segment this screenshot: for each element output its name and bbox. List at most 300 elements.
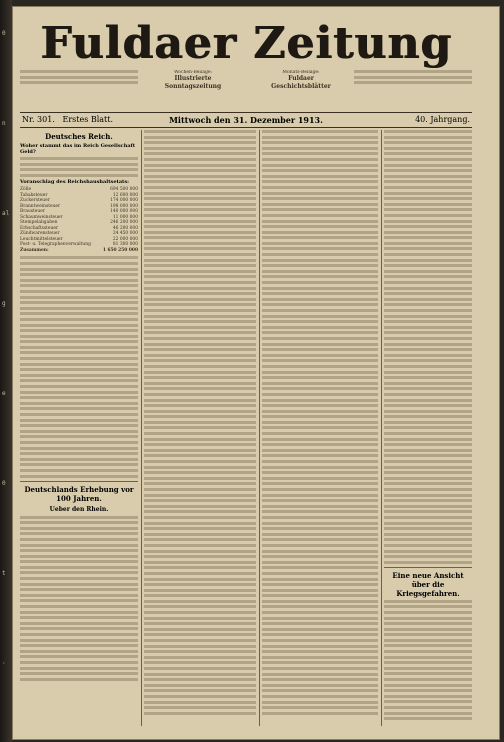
weekly-supplement-name: Illustrierte Sonntagszeitung	[164, 75, 222, 90]
text-line	[262, 343, 378, 346]
text-line	[144, 426, 256, 429]
text-line	[384, 471, 472, 474]
column-4	[384, 130, 472, 726]
text-line	[144, 466, 256, 469]
text-line	[384, 510, 472, 513]
text-line	[384, 141, 472, 144]
text-line	[262, 247, 378, 250]
text-line	[262, 136, 378, 139]
text-line	[262, 158, 378, 161]
text-line	[384, 712, 472, 715]
text-line	[144, 505, 256, 508]
text-line	[262, 572, 378, 575]
text-line	[384, 253, 472, 256]
text-line	[262, 566, 378, 569]
weekly-supplement	[148, 70, 238, 94]
text-line	[384, 208, 472, 211]
text-line	[262, 678, 378, 681]
text-line	[384, 399, 472, 402]
text-line	[144, 242, 256, 245]
text-line	[384, 661, 472, 664]
text-line	[384, 689, 472, 692]
text-line	[144, 158, 256, 161]
budget-item-label: Leuchtmittelsteuer	[20, 236, 63, 242]
text-line	[262, 303, 378, 306]
text-line	[262, 673, 378, 676]
text-line	[262, 270, 378, 273]
text-line	[384, 197, 472, 200]
text-line	[384, 242, 472, 245]
text-line	[262, 510, 378, 513]
text-line	[262, 594, 378, 597]
text-line	[144, 550, 256, 553]
budget-item-value: 246 200 000	[110, 220, 138, 226]
text-line	[262, 264, 378, 267]
text-line	[384, 633, 472, 636]
article-text	[20, 256, 138, 477]
article-text	[144, 130, 256, 715]
text-line	[262, 164, 378, 167]
text-line	[384, 343, 472, 346]
text-line	[144, 443, 256, 446]
text-line	[262, 393, 378, 396]
text-line	[144, 208, 256, 211]
text-line	[262, 242, 378, 245]
text-line	[384, 247, 472, 250]
text-line	[144, 275, 256, 278]
budget-item-value: 140 000 000	[110, 209, 138, 215]
text-line	[144, 432, 256, 435]
text-line	[384, 337, 472, 340]
text-line	[144, 499, 256, 502]
newspaper-title: Fuldaer Zeitung	[40, 18, 452, 69]
text-line	[384, 376, 472, 379]
edge-marks: 0 n al g e 0 t ·	[2, 30, 10, 667]
text-line	[144, 343, 256, 346]
text-line	[384, 136, 472, 139]
text-line	[262, 527, 378, 530]
text-line	[384, 438, 472, 441]
text-line	[262, 488, 378, 491]
text-line	[384, 667, 472, 670]
text-line	[384, 488, 472, 491]
text-line	[144, 639, 256, 642]
text-line	[262, 454, 378, 457]
budget-item-label: Zuckersteuer	[20, 198, 50, 204]
text-line	[384, 130, 472, 133]
text-line	[262, 633, 378, 636]
text-line	[262, 667, 378, 670]
text-line	[144, 605, 256, 608]
budget-item-value: 198 000 000	[110, 203, 138, 209]
text-line	[384, 169, 472, 172]
budget-total-row	[20, 248, 138, 254]
text-line	[144, 259, 256, 262]
text-line	[384, 315, 472, 318]
article-text	[384, 600, 472, 720]
monthly-supplement-label: Monats-Beilage:	[282, 70, 320, 75]
text-line	[384, 522, 472, 525]
budget-item-value: 81 300 000	[112, 242, 138, 248]
text-line	[384, 482, 472, 485]
column-2	[144, 130, 256, 726]
text-line	[144, 315, 256, 318]
text-line	[384, 561, 472, 564]
text-line	[384, 538, 472, 541]
text-line	[144, 186, 256, 189]
text-line	[262, 505, 378, 508]
text-line	[144, 589, 256, 592]
text-line	[262, 320, 378, 323]
text-line	[144, 611, 256, 614]
text-line	[144, 287, 256, 290]
text-line	[384, 387, 472, 390]
text-line	[262, 695, 378, 698]
text-line	[144, 494, 256, 497]
text-line	[384, 192, 472, 195]
text-line	[384, 281, 472, 284]
text-line	[262, 661, 378, 664]
budget-item-value: 22 000 000	[112, 236, 138, 242]
column-rule	[259, 130, 260, 726]
text-line	[384, 494, 472, 497]
text-line	[384, 505, 472, 508]
text-line	[144, 365, 256, 368]
text-line	[262, 220, 378, 223]
text-line	[262, 348, 378, 351]
text-line	[384, 672, 472, 675]
text-line	[384, 550, 472, 553]
text-line	[384, 236, 472, 239]
text-line	[144, 326, 256, 329]
text-line	[384, 393, 472, 396]
issue-number: Nr. 301. Erstes Blatt.	[22, 115, 114, 124]
text-line	[262, 253, 378, 256]
text-line	[262, 404, 378, 407]
text-line	[384, 700, 472, 703]
text-line	[384, 628, 472, 631]
text-line	[144, 359, 256, 362]
text-line	[144, 488, 256, 491]
text-line	[384, 443, 472, 446]
text-line	[262, 421, 378, 424]
text-line	[384, 432, 472, 435]
budget-total-label: Zusammen:	[20, 247, 49, 253]
text-line	[384, 292, 472, 295]
text-line	[384, 410, 472, 413]
text-line	[262, 309, 378, 312]
text-line	[144, 561, 256, 564]
text-line	[262, 292, 378, 295]
text-line	[262, 192, 378, 195]
budget-item-value: 174 000 000	[110, 198, 138, 204]
text-line	[262, 701, 378, 704]
text-line	[262, 208, 378, 211]
text-line	[262, 471, 378, 474]
text-line	[384, 617, 472, 620]
text-line	[144, 678, 256, 681]
text-line	[144, 320, 256, 323]
text-line	[384, 527, 472, 530]
text-line	[144, 247, 256, 250]
text-line	[144, 689, 256, 692]
budget-item-label: Erbschaftssteuer	[20, 225, 59, 231]
sheet-label: Erstes Blatt.	[62, 115, 114, 124]
text-line	[144, 628, 256, 631]
text-line	[384, 220, 472, 223]
text-line	[262, 359, 378, 362]
section-heading: Deutsches Reich.	[45, 132, 113, 141]
text-line	[384, 421, 472, 424]
text-line	[262, 382, 378, 385]
text-line	[262, 432, 378, 435]
text-line	[384, 287, 472, 290]
masthead-right-notice	[354, 70, 472, 94]
text-line	[384, 180, 472, 183]
text-line	[384, 214, 472, 217]
text-line	[262, 650, 378, 653]
text-line	[262, 516, 378, 519]
text-line	[384, 354, 472, 357]
text-line	[384, 270, 472, 273]
text-line	[384, 404, 472, 407]
column-3	[262, 130, 378, 726]
text-line	[262, 684, 378, 687]
text-line	[262, 561, 378, 564]
text-line	[384, 477, 472, 480]
text-line	[262, 449, 378, 452]
text-line	[144, 220, 256, 223]
left-page-edge	[0, 0, 12, 742]
text-line	[262, 326, 378, 329]
text-line	[144, 510, 256, 513]
text-line	[262, 415, 378, 418]
monthly-supplement-name: Fuldaer Geschichtsblätter	[271, 75, 331, 90]
text-line	[262, 169, 378, 172]
budget-item-label: Schaumweinsteuer	[20, 214, 63, 220]
text-line	[262, 538, 378, 541]
text-line	[384, 678, 472, 681]
text-line	[384, 303, 472, 306]
text-line	[144, 337, 256, 340]
text-line	[262, 499, 378, 502]
text-line	[262, 387, 378, 390]
budget-item-value: 11 000 000	[112, 214, 138, 220]
text-line	[144, 650, 256, 653]
text-line	[144, 348, 256, 351]
column-1	[20, 130, 138, 726]
monthly-supplement	[258, 70, 344, 94]
text-line	[262, 583, 378, 586]
text-line	[262, 259, 378, 262]
text-line	[144, 281, 256, 284]
text-line	[384, 326, 472, 329]
text-line	[262, 376, 378, 379]
text-line	[144, 203, 256, 206]
budget-item-value: 46 200 000	[112, 225, 138, 231]
text-line	[384, 533, 472, 536]
text-line	[144, 421, 256, 424]
text-line	[144, 533, 256, 536]
text-line	[262, 645, 378, 648]
masthead	[20, 18, 472, 98]
text-line	[384, 555, 472, 558]
issue-date: Mittwoch den 31. Dezember 1913.	[169, 115, 323, 125]
text-line	[262, 426, 378, 429]
text-line	[144, 331, 256, 334]
text-line	[262, 197, 378, 200]
text-line	[262, 494, 378, 497]
text-line	[384, 415, 472, 418]
text-line	[262, 130, 378, 133]
text-line	[262, 712, 378, 715]
budget-item-label: Brausteuer	[20, 209, 45, 215]
text-line	[384, 225, 472, 228]
text-line	[144, 214, 256, 217]
text-line	[262, 152, 378, 155]
text-line	[144, 566, 256, 569]
dateline	[20, 112, 472, 128]
text-line	[144, 667, 256, 670]
budget-total-value: 1 650 250 000	[102, 247, 138, 253]
text-line	[144, 404, 256, 407]
text-line	[144, 399, 256, 402]
budget-item-label: Tabaksteuer	[20, 192, 48, 198]
text-line	[144, 701, 256, 704]
text-line	[262, 600, 378, 603]
text-line	[384, 259, 472, 262]
text-line	[262, 281, 378, 284]
text-line	[144, 454, 256, 457]
text-line	[144, 147, 256, 150]
article-text	[20, 157, 138, 177]
text-line	[144, 415, 256, 418]
text-line	[384, 231, 472, 234]
text-line	[262, 371, 378, 374]
article-subheading: Ueber den Rhein.	[49, 505, 109, 513]
text-line	[144, 164, 256, 167]
weekly-supplement-label: Wochen-Beilage:	[173, 70, 213, 75]
text-line	[384, 164, 472, 167]
text-line	[384, 639, 472, 642]
text-line	[144, 578, 256, 581]
text-line	[384, 203, 472, 206]
article-columns	[20, 130, 472, 726]
text-line	[384, 656, 472, 659]
text-line	[384, 650, 472, 653]
text-line	[144, 303, 256, 306]
text-line	[144, 180, 256, 183]
text-line	[144, 661, 256, 664]
text-line	[262, 578, 378, 581]
text-line	[262, 337, 378, 340]
text-line	[144, 130, 256, 133]
text-line	[144, 382, 256, 385]
text-line	[262, 275, 378, 278]
column-rule	[381, 130, 382, 726]
text-line	[384, 309, 472, 312]
text-line	[262, 438, 378, 441]
separator	[20, 481, 138, 482]
text-line	[384, 371, 472, 374]
text-line	[262, 298, 378, 301]
text-line	[384, 605, 472, 608]
text-line	[384, 158, 472, 161]
article-text	[262, 130, 378, 715]
text-line	[262, 555, 378, 558]
text-line	[262, 605, 378, 608]
text-line	[262, 443, 378, 446]
masthead-left-notice	[20, 70, 138, 94]
text-line	[144, 371, 256, 374]
text-line	[262, 236, 378, 239]
text-line	[144, 482, 256, 485]
text-line	[384, 460, 472, 463]
text-line	[384, 499, 472, 502]
text-line	[262, 550, 378, 553]
text-line	[144, 376, 256, 379]
text-line	[262, 214, 378, 217]
text-line	[144, 527, 256, 530]
text-line	[262, 482, 378, 485]
text-line	[384, 426, 472, 429]
text-line	[384, 365, 472, 368]
text-line	[144, 231, 256, 234]
text-line	[144, 169, 256, 172]
text-line	[384, 152, 472, 155]
text-line	[262, 331, 378, 334]
budget-item-label: Branntweinsteuer	[20, 203, 61, 209]
text-line	[262, 589, 378, 592]
text-line	[262, 315, 378, 318]
text-line	[262, 180, 378, 183]
text-line	[262, 477, 378, 480]
text-line	[262, 544, 378, 547]
text-line	[384, 147, 472, 150]
text-line	[262, 203, 378, 206]
text-line	[384, 186, 472, 189]
text-line	[384, 298, 472, 301]
text-line	[384, 516, 472, 519]
text-line	[144, 264, 256, 267]
text-line	[144, 253, 256, 256]
text-line	[384, 466, 472, 469]
text-line	[144, 471, 256, 474]
text-line	[144, 175, 256, 178]
text-line	[384, 600, 472, 603]
text-line	[384, 175, 472, 178]
text-line	[384, 695, 472, 698]
article-heading: Eine neue Ansicht über die Kriegsgefahren.	[392, 570, 464, 598]
text-line	[262, 617, 378, 620]
text-line	[144, 449, 256, 452]
text-line	[262, 639, 378, 642]
text-line	[144, 477, 256, 480]
article-heading: Deutschlands Erhebung vor 100 Jahren.	[24, 484, 134, 503]
text-line	[384, 454, 472, 457]
text-line	[384, 359, 472, 362]
text-line	[384, 348, 472, 351]
text-line	[144, 594, 256, 597]
budget-item-value: 12 600 000	[112, 192, 138, 198]
text-line	[144, 538, 256, 541]
text-line	[144, 410, 256, 413]
text-line	[262, 175, 378, 178]
text-line	[144, 583, 256, 586]
text-line	[384, 706, 472, 709]
text-line	[144, 354, 256, 357]
text-line	[262, 225, 378, 228]
